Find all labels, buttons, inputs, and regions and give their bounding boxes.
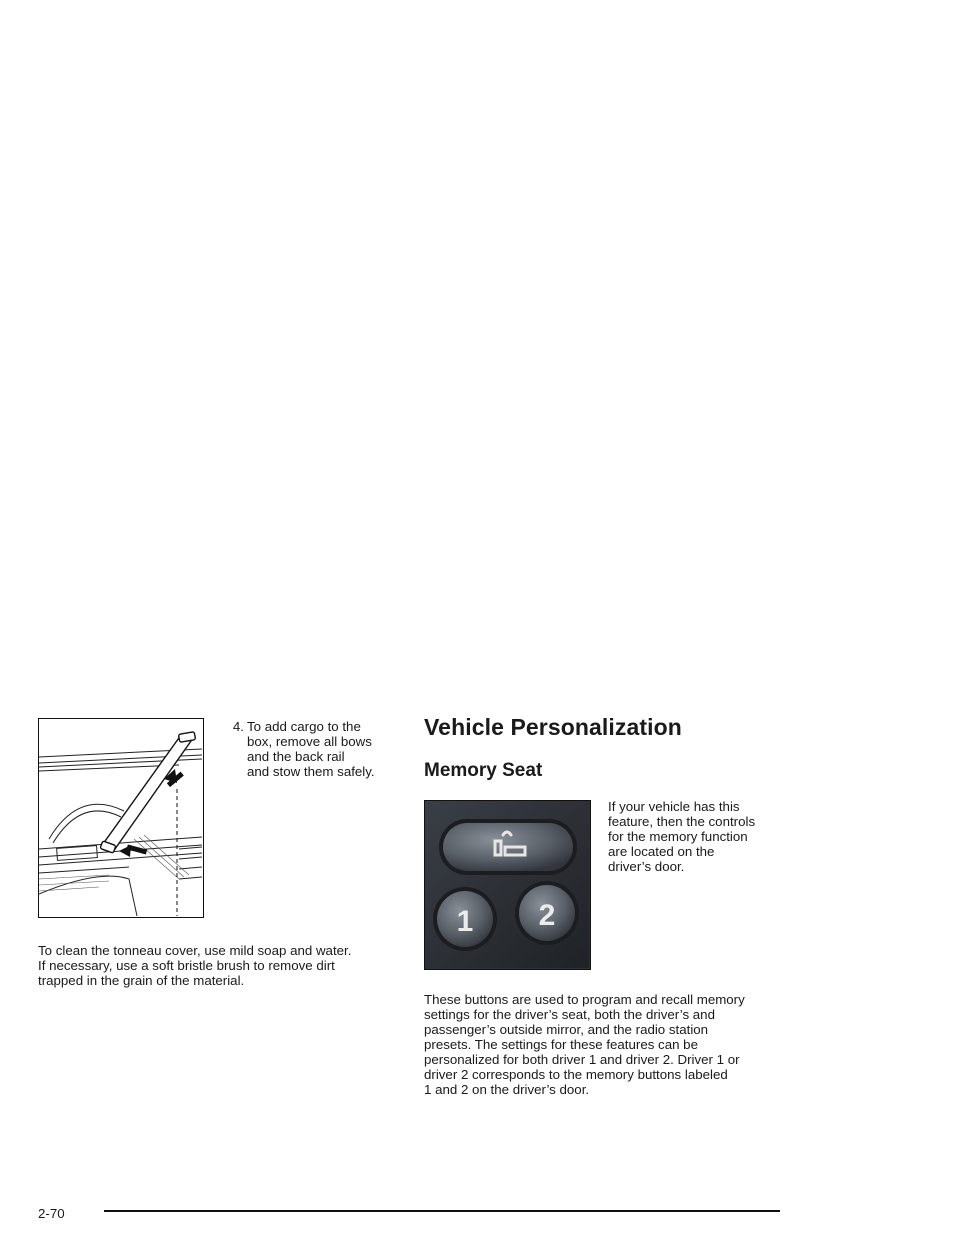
step-line: and stow them safely. [247,764,375,779]
memory-seat-buttons-photo [424,800,591,970]
paragraph-line: If necessary, use a soft bristle brush to remove dirt [38,958,335,973]
paragraph-line: If your vehicle has this [608,799,740,814]
tonneau-bow-illustration [38,718,204,918]
cleaning-paragraph [38,943,398,988]
step-text [247,719,394,779]
paragraph-line: trapped in the grain of the material. [38,973,245,988]
step-line: and the back rail [247,749,345,764]
step-line: box, remove all bows [247,734,372,749]
memory-buttons-icon [425,801,589,968]
paragraph-line: 1 and 2 on the driver’s door. [424,1082,590,1097]
memory-button-2-label: 2 [538,899,556,932]
paragraph-line: These buttons are used to program and recall memory [424,992,745,1007]
paragraph-line: are located on the [608,844,715,859]
paragraph-line: To clean the tonneau cover, use mild soap and water. [38,943,352,958]
memory-seat-intro [608,799,788,874]
step-number: 4. [232,719,244,734]
paragraph-line: for the memory function [608,829,748,844]
paragraph-line: passenger’s outside mirror, and the radio station [424,1022,709,1037]
step-line: To add cargo to the [247,719,361,734]
subsection-title: Memory Seat [424,760,543,781]
page-number: 2-70 [38,1206,65,1221]
paragraph-line: driver’s door. [608,859,685,874]
bow-removal-icon [39,719,202,916]
section-title: Vehicle Personalization [424,714,682,740]
instruction-step-4 [214,719,394,779]
paragraph-line: presets. The settings for these features can be [424,1037,698,1052]
paragraph-line: driver 2 corresponds to the memory buttons labeled [424,1067,728,1082]
paragraph-line: personalized for both driver 1 and driver 2. Driver 1 or [424,1052,740,1067]
memory-button-1-label: 1 [456,905,474,938]
paragraph-line: settings for the driver’s seat, both the driver’s and [424,1007,715,1022]
memory-seat-description [424,992,789,1097]
paragraph-line: feature, then the controls [608,814,756,829]
footer-divider [104,1210,780,1212]
